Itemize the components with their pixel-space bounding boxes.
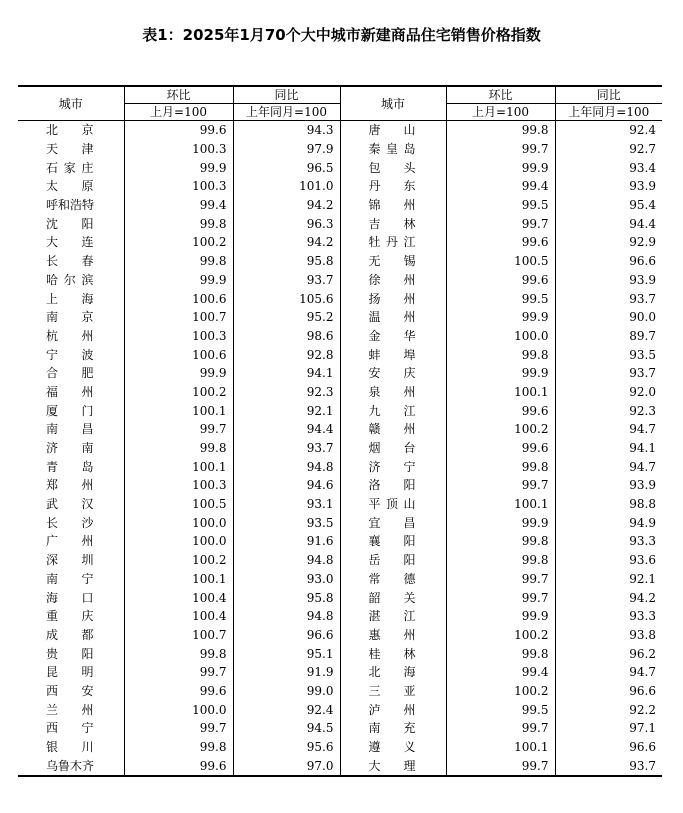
header-mom-right: 环比 [446,86,555,104]
mom-value-left: 100.4 [124,588,233,607]
city-name-right: 锦州 [340,196,446,215]
city-name-left: 成都 [46,627,94,642]
city-name-right: 牡丹江 [340,233,446,252]
header-yoy-right: 同比 [555,86,662,104]
city-name-left: 重庆 [46,609,94,624]
yoy-value-left: 91.6 [233,532,340,551]
mom-value-right: 99.7 [446,570,555,589]
mom-value-left: 100.5 [124,495,233,514]
mom-value-right: 99.5 [446,700,555,719]
city-name-left: 长春 [46,254,94,269]
city-name-right: 遵义 [340,738,446,757]
yoy-value-left: 93.1 [233,495,340,514]
mom-value-right: 99.8 [446,532,555,551]
city-name-left: 沈阳 [46,216,94,231]
yoy-value-left: 92.8 [233,345,340,364]
yoy-value-right: 93.6 [555,551,662,570]
table-row [18,345,662,364]
yoy-value-right: 93.9 [555,271,662,290]
city-name-right: 九江 [340,401,446,420]
mom-value-left: 99.8 [124,214,233,233]
city-name-left: 海口 [46,590,94,605]
yoy-value-right: 92.9 [555,233,662,252]
yoy-value-right: 93.5 [555,345,662,364]
city-name-left: 银川 [46,740,94,755]
mom-value-left: 99.6 [124,121,233,140]
mom-value-left: 99.6 [124,682,233,701]
mom-value-right: 100.2 [446,682,555,701]
mom-value-right: 100.0 [446,327,555,346]
yoy-value-left: 93.7 [233,439,340,458]
mom-value-right: 99.8 [446,345,555,364]
yoy-value-left: 95.6 [233,738,340,757]
city-name-left: 杭州 [46,328,94,343]
yoy-value-left: 96.5 [233,158,340,177]
mom-value-left: 99.9 [124,364,233,383]
mom-value-right: 99.8 [446,551,555,570]
yoy-value-left: 93.5 [233,513,340,532]
mom-value-right: 99.5 [446,196,555,215]
table-row [18,383,662,402]
yoy-value-right: 92.1 [555,570,662,589]
yoy-value-left: 91.9 [233,663,340,682]
mom-value-right: 99.4 [446,177,555,196]
table-row [18,626,662,645]
city-name-left: 厦门 [46,403,94,418]
city-name-right: 南充 [340,719,446,738]
mom-value-left: 100.0 [124,513,233,532]
yoy-value-left: 97.9 [233,140,340,159]
table-row [18,233,662,252]
mom-value-left: 99.7 [124,719,233,738]
mom-value-right: 99.9 [446,158,555,177]
city-name-right: 包头 [340,158,446,177]
yoy-value-left: 94.8 [233,551,340,570]
mom-value-left: 100.1 [124,570,233,589]
yoy-value-left: 95.1 [233,644,340,663]
city-name-right: 蚌埠 [340,345,446,364]
mom-value-left: 99.7 [124,420,233,439]
mom-value-right: 99.7 [446,140,555,159]
yoy-value-left: 94.8 [233,457,340,476]
yoy-value-left: 92.3 [233,383,340,402]
yoy-value-right: 92.3 [555,401,662,420]
mom-value-right: 99.9 [446,513,555,532]
header-city-right: 城市 [340,86,446,121]
yoy-value-left: 94.4 [233,420,340,439]
yoy-value-left: 105.6 [233,289,340,308]
yoy-value-left: 95.2 [233,308,340,327]
mom-value-right: 100.2 [446,420,555,439]
mom-value-left: 99.4 [124,196,233,215]
mom-value-right: 99.9 [446,607,555,626]
yoy-value-right: 96.2 [555,644,662,663]
city-name-right: 温州 [340,308,446,327]
city-name-right: 韶关 [340,588,446,607]
city-name-right: 常德 [340,570,446,589]
city-name-left: 福州 [46,384,94,399]
yoy-value-right: 94.1 [555,439,662,458]
yoy-value-right: 93.3 [555,532,662,551]
yoy-value-right: 93.3 [555,607,662,626]
table-row [18,327,662,346]
mom-value-right: 99.7 [446,719,555,738]
table-title: 表1：2025年1月70个大中城市新建商品住宅销售价格指数 [142,26,541,44]
city-name-right: 赣州 [340,420,446,439]
city-name-right: 惠州 [340,626,446,645]
table-row [18,682,662,701]
yoy-value-left: 92.1 [233,401,340,420]
yoy-value-left: 94.2 [233,196,340,215]
city-name-right: 唐山 [340,121,446,140]
yoy-value-left: 96.3 [233,214,340,233]
table-row [18,756,662,776]
yoy-value-right: 98.8 [555,495,662,514]
mom-value-left: 100.2 [124,383,233,402]
city-name-left: 南昌 [46,422,94,437]
mom-value-left: 100.7 [124,308,233,327]
yoy-value-right: 93.4 [555,158,662,177]
yoy-value-left: 92.4 [233,700,340,719]
mom-value-left: 100.2 [124,551,233,570]
table-row [18,289,662,308]
yoy-value-right: 93.7 [555,289,662,308]
mom-value-left: 100.0 [124,532,233,551]
city-name-right: 三亚 [340,682,446,701]
mom-value-left: 99.8 [124,439,233,458]
mom-value-left: 99.8 [124,644,233,663]
yoy-value-left: 94.8 [233,607,340,626]
city-name-left: 乌鲁木齐 [18,756,124,776]
city-name-right: 烟台 [340,439,446,458]
yoy-value-left: 94.5 [233,719,340,738]
table-row [18,570,662,589]
city-name-left: 南京 [46,310,94,325]
table-row [18,551,662,570]
city-name-right: 襄阳 [340,532,446,551]
city-name-left: 兰州 [46,702,94,717]
mom-value-right: 100.1 [446,495,555,514]
table-row [18,140,662,159]
table-row [18,364,662,383]
table-row [18,271,662,290]
yoy-value-right: 94.4 [555,214,662,233]
mom-value-right: 99.4 [446,663,555,682]
yoy-value-left: 94.1 [233,364,340,383]
yoy-value-right: 96.6 [555,682,662,701]
city-name-left: 大连 [46,235,94,250]
mom-value-left: 100.1 [124,457,233,476]
mom-value-left: 99.7 [124,663,233,682]
mom-value-left: 100.7 [124,626,233,645]
table-row [18,532,662,551]
yoy-value-right: 94.7 [555,663,662,682]
mom-value-right: 99.5 [446,289,555,308]
header-mom-base-right: 上月=100 [446,104,555,121]
mom-value-right: 99.6 [446,271,555,290]
mom-value-right: 99.7 [446,756,555,776]
mom-value-right: 100.1 [446,738,555,757]
city-name-right: 吉林 [340,214,446,233]
yoy-value-left: 96.6 [233,626,340,645]
mom-value-left: 100.6 [124,345,233,364]
mom-value-right: 100.2 [446,626,555,645]
mom-value-right: 99.8 [446,644,555,663]
mom-value-right: 99.6 [446,439,555,458]
city-name-left: 昆明 [46,665,94,680]
city-name-left: 天津 [46,142,94,157]
table-row [18,588,662,607]
table-row [18,700,662,719]
mom-value-left: 99.9 [124,158,233,177]
yoy-value-right: 93.8 [555,626,662,645]
city-name-right: 宜昌 [340,513,446,532]
city-name-right: 无锡 [340,252,446,271]
yoy-value-right: 92.2 [555,700,662,719]
yoy-value-right: 93.7 [555,756,662,776]
mom-value-left: 100.3 [124,140,233,159]
city-name-right: 平顶山 [340,495,446,514]
table-row [18,177,662,196]
city-name-left: 西宁 [46,721,94,736]
yoy-value-right: 93.7 [555,364,662,383]
city-name-right: 大理 [340,756,446,776]
city-name-left: 青岛 [46,459,94,474]
yoy-value-left: 94.3 [233,121,340,140]
yoy-value-left: 97.0 [233,756,340,776]
header-mom-left: 环比 [124,86,233,104]
table-row [18,196,662,215]
yoy-value-left: 93.0 [233,570,340,589]
mom-value-right: 99.9 [446,308,555,327]
yoy-value-right: 97.1 [555,719,662,738]
city-name-left: 郑州 [46,478,94,493]
yoy-value-right: 92.7 [555,140,662,159]
city-name-right: 济宁 [340,457,446,476]
city-name-left: 北京 [46,123,94,138]
yoy-value-right: 92.4 [555,121,662,140]
mom-value-left: 99.8 [124,252,233,271]
yoy-value-left: 99.0 [233,682,340,701]
yoy-value-left: 95.8 [233,252,340,271]
table-row [18,158,662,177]
yoy-value-right: 92.0 [555,383,662,402]
yoy-value-right: 94.7 [555,420,662,439]
mom-value-right: 100.1 [446,383,555,402]
mom-value-left: 100.2 [124,233,233,252]
table-row [18,121,662,140]
city-name-left: 济南 [46,441,94,456]
table-row [18,439,662,458]
table-row [18,476,662,495]
table-row [18,495,662,514]
mom-value-right: 99.9 [446,364,555,383]
table-row [18,738,662,757]
mom-value-left: 99.8 [124,738,233,757]
city-name-left: 太原 [46,179,94,194]
mom-value-right: 99.7 [446,214,555,233]
yoy-value-right: 96.6 [555,738,662,757]
header-city-left: 城市 [18,86,124,121]
city-name-right: 扬州 [340,289,446,308]
price-index-table [18,85,662,777]
city-name-right: 金华 [340,327,446,346]
mom-value-right: 99.6 [446,401,555,420]
mom-value-left: 100.6 [124,289,233,308]
city-name-right: 泉州 [340,383,446,402]
city-name-left: 宁波 [46,347,94,362]
city-name-left: 长沙 [46,515,94,530]
city-name-left: 哈尔滨 [46,272,94,287]
city-name-right: 桂林 [340,644,446,663]
table-row [18,401,662,420]
mom-value-left: 100.3 [124,327,233,346]
yoy-value-right: 93.9 [555,476,662,495]
mom-value-left: 100.1 [124,401,233,420]
table-row [18,457,662,476]
header-yoy-left: 同比 [233,86,340,104]
header-yoy-base-left: 上年同月=100 [233,104,340,121]
yoy-value-right: 94.9 [555,513,662,532]
city-name-left: 西安 [46,683,94,698]
city-name-left: 南宁 [46,571,94,586]
table-row [18,719,662,738]
city-name-right: 安庆 [340,364,446,383]
yoy-value-right: 95.4 [555,196,662,215]
mom-value-left: 100.4 [124,607,233,626]
city-name-right: 岳阳 [340,551,446,570]
table-row [18,308,662,327]
table-row [18,252,662,271]
mom-value-right: 99.6 [446,233,555,252]
yoy-value-right: 89.7 [555,327,662,346]
yoy-value-right: 96.6 [555,252,662,271]
yoy-value-left: 95.8 [233,588,340,607]
yoy-value-right: 94.7 [555,457,662,476]
city-name-left: 武汉 [46,497,94,512]
city-name-left: 上海 [46,291,94,306]
table-body [18,121,662,777]
yoy-value-right: 90.0 [555,308,662,327]
table-row [18,663,662,682]
mom-value-left: 100.3 [124,476,233,495]
yoy-value-right: 94.2 [555,588,662,607]
city-name-left: 石家庄 [46,160,94,175]
yoy-value-right: 93.9 [555,177,662,196]
yoy-value-left: 101.0 [233,177,340,196]
header-yoy-base-right: 上年同月=100 [555,104,662,121]
table-row [18,214,662,233]
mom-value-right: 100.5 [446,252,555,271]
city-name-left: 合肥 [46,366,94,381]
city-name-left: 呼和浩特 [46,198,95,213]
city-name-right: 湛江 [340,607,446,626]
yoy-value-left: 94.2 [233,233,340,252]
yoy-value-left: 98.6 [233,327,340,346]
table-row [18,644,662,663]
city-name-right: 徐州 [340,271,446,290]
city-name-left: 深圳 [46,553,94,568]
mom-value-left: 99.6 [124,756,233,776]
mom-value-right: 99.8 [446,121,555,140]
table-row [18,420,662,439]
city-name-right: 丹东 [340,177,446,196]
city-name-right: 泸州 [340,700,446,719]
city-name-right: 秦皇岛 [340,140,446,159]
mom-value-left: 100.0 [124,700,233,719]
header-mom-base-left: 上月=100 [124,104,233,121]
table-row [18,513,662,532]
mom-value-left: 99.9 [124,271,233,290]
mom-value-right: 99.8 [446,457,555,476]
city-name-left: 广州 [46,534,94,549]
mom-value-left: 100.3 [124,177,233,196]
mom-value-right: 99.7 [446,588,555,607]
city-name-right: 北海 [340,663,446,682]
yoy-value-left: 94.6 [233,476,340,495]
yoy-value-left: 93.7 [233,271,340,290]
city-name-left: 贵阳 [46,646,94,661]
mom-value-right: 99.7 [446,476,555,495]
table-row [18,607,662,626]
city-name-right: 洛阳 [340,476,446,495]
